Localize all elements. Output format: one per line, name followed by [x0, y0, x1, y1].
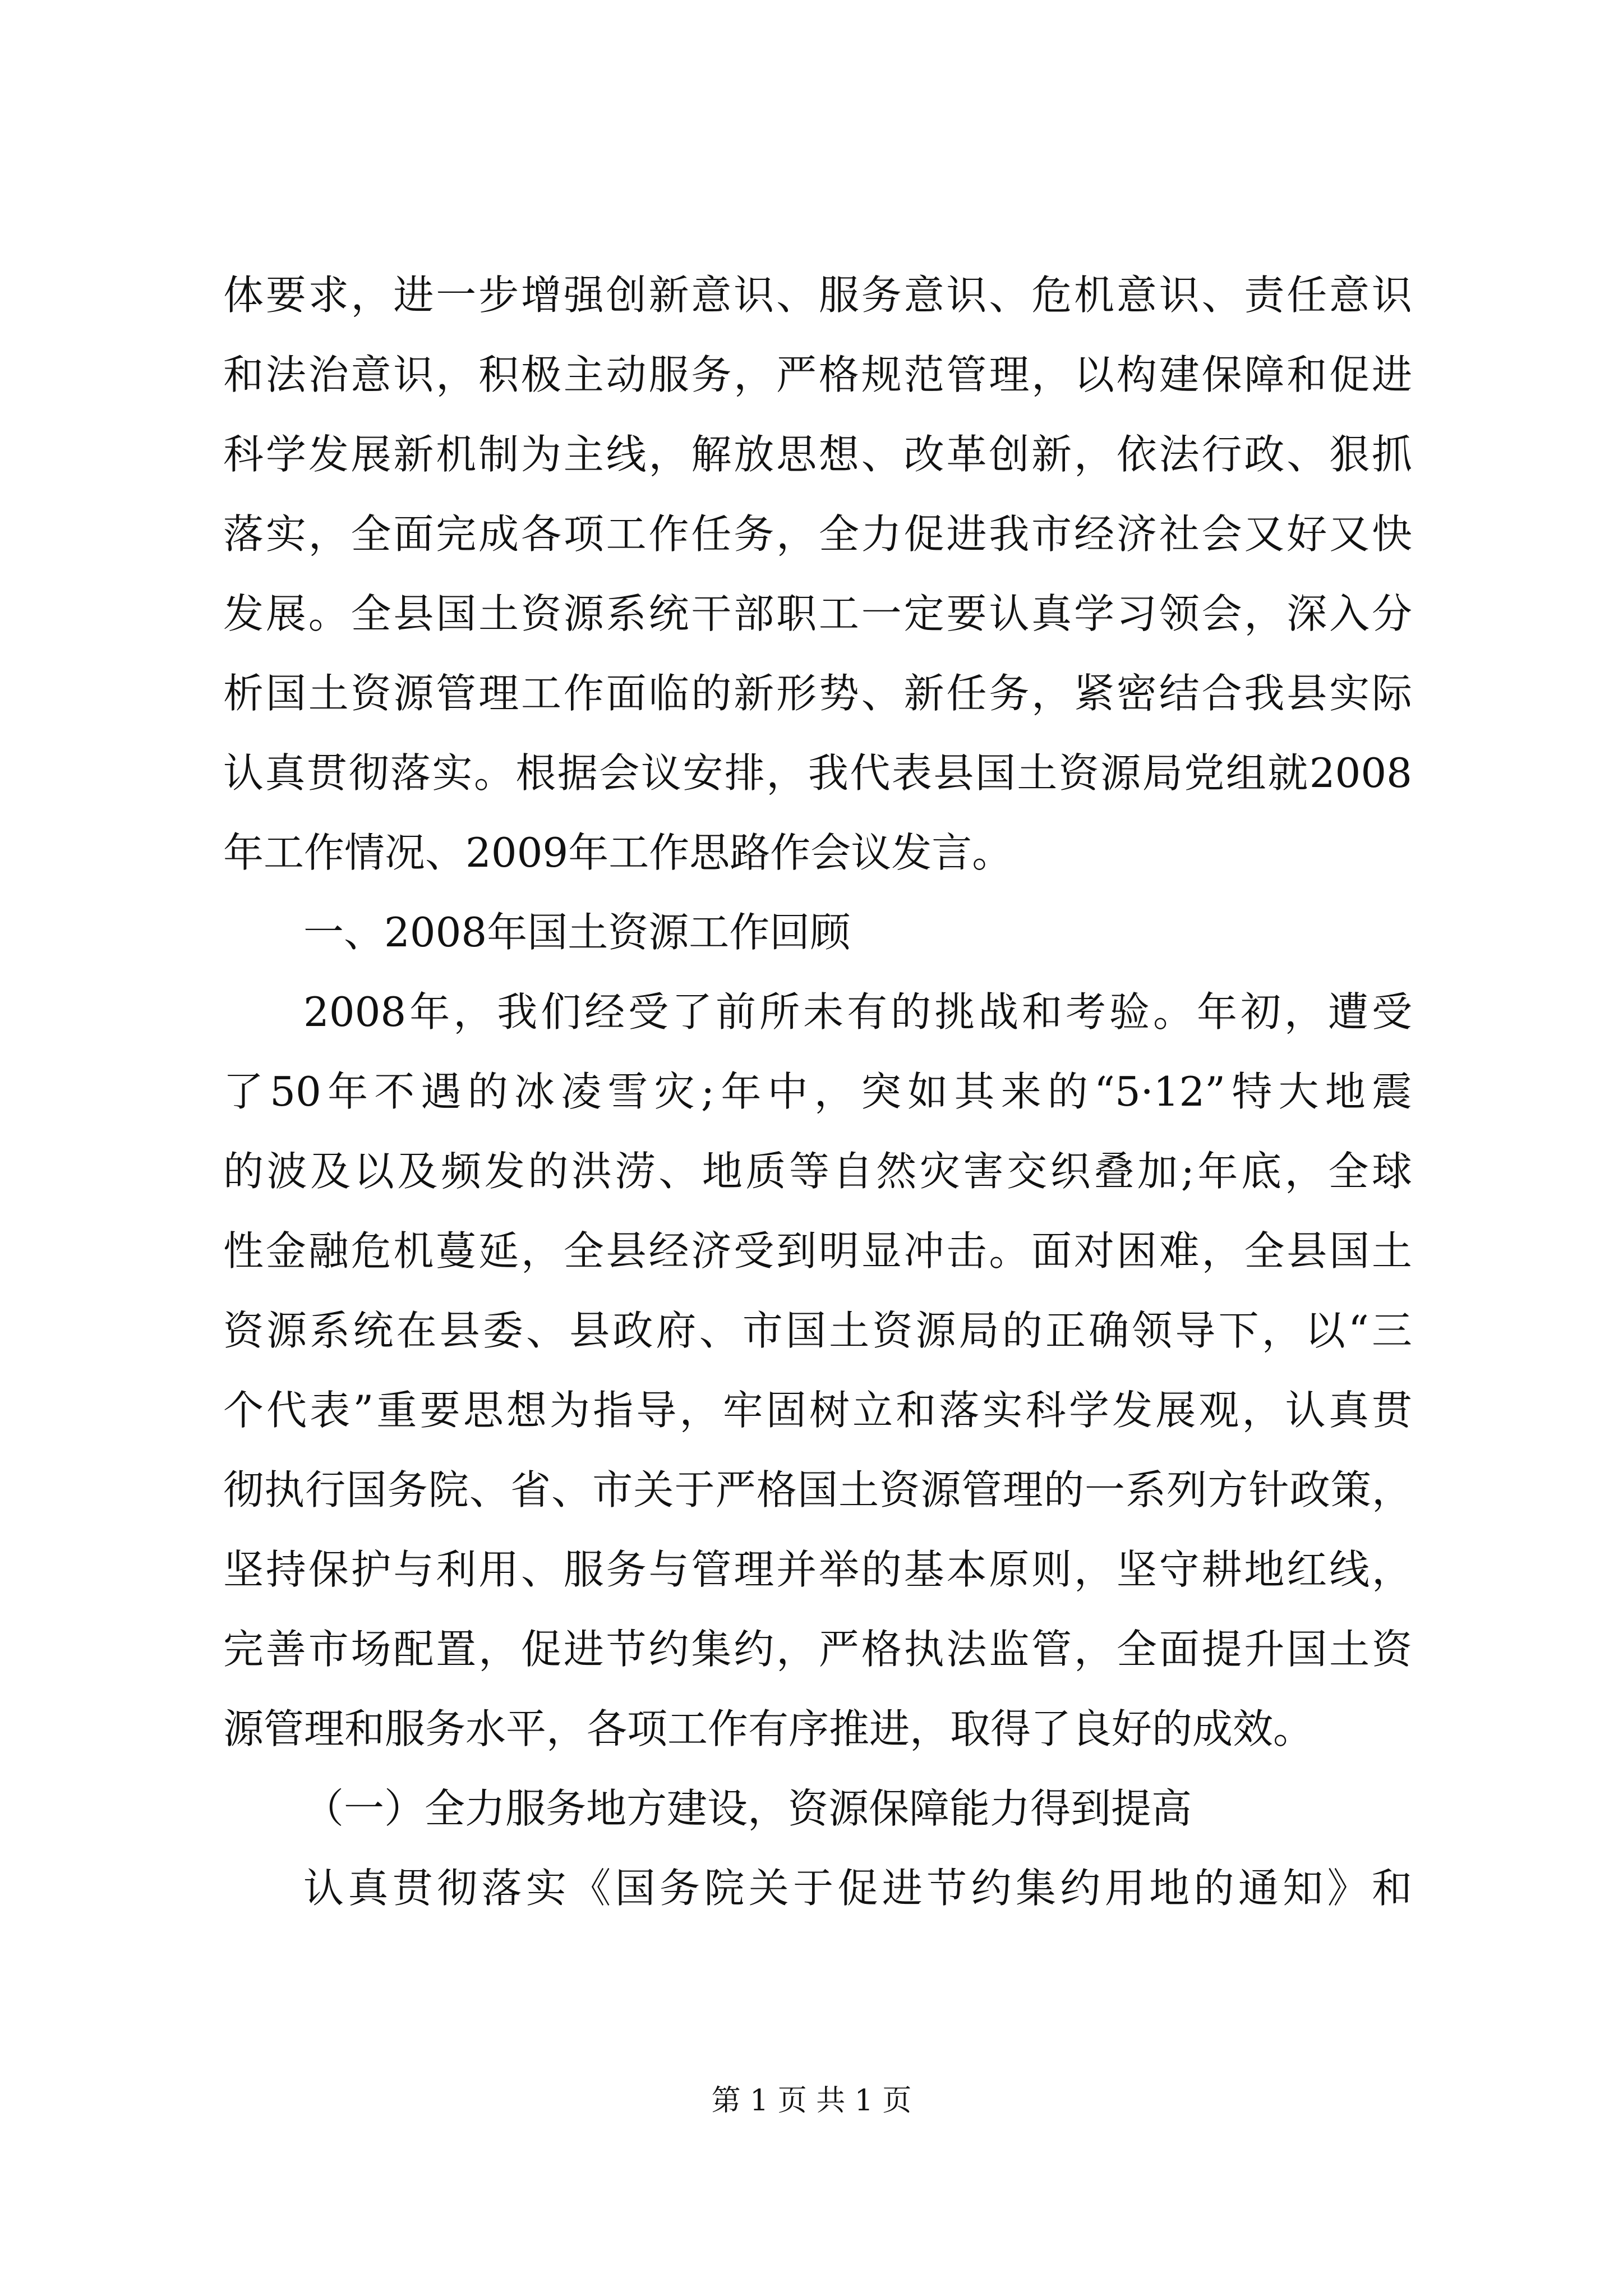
text-line: 认真贯彻落实。根据会议安排，我代表县国土资源局党组就2008 — [223, 749, 1412, 797]
section-heading: 一、2008年国土资源工作回顾 — [303, 909, 851, 956]
document-body — [223, 255, 1412, 1928]
text-line: 的波及以及频发的洪涝、地质等自然灾害交织叠加;年底，全球 — [223, 1148, 1412, 1195]
text-line: 2008年，我们经受了前所未有的挑战和考验。年初，遭受 — [303, 988, 1412, 1036]
text-line: 个代表”重要思想为指导，牢固树立和落实科学发展观，认真贯 — [223, 1387, 1412, 1434]
text-line: 年工作情况、2009年工作思路作会议发言。 — [223, 829, 1013, 876]
text-line: 了50年不遇的冰凌雪灾;年中，突如其来的“5·12”特大地震 — [223, 1068, 1412, 1115]
text-line: 体要求，进一步增强创新意识、服务意识、危机意识、责任意识 — [223, 272, 1412, 319]
subsection-heading: （一）全力服务地方建设，资源保障能力得到提高 — [303, 1785, 1192, 1832]
text-line: 源管理和服务水平，各项工作有序推进，取得了良好的成效。 — [223, 1705, 1314, 1752]
text-line: 性金融危机蔓延，全县经济受到明显冲击。面对困难，全县国土 — [223, 1227, 1412, 1274]
page-number-footer: 第 1 页 共 1 页 — [711, 2084, 912, 2118]
text-line: 彻执行国务院、省、市关于严格国土资源管理的一系列方针政策， — [223, 1466, 1412, 1513]
text-line: 完善市场配置，促进节约集约，严格执法监管，全面提升国土资 — [223, 1626, 1412, 1673]
text-line: 科学发展新机制为主线，解放思想、改革创新，依法行政、狠抓 — [223, 431, 1412, 478]
text-line: 和法治意识，积极主动服务，严格规范管理，以构建保障和促进 — [223, 351, 1412, 398]
text-line: 认真贯彻落实《国务院关于促进节约集约用地的通知》和 — [303, 1865, 1412, 1912]
text-line: 坚持保护与利用、服务与管理并举的基本原则，坚守耕地红线， — [223, 1546, 1412, 1593]
text-line: 发展。全县国土资源系统干部职工一定要认真学习领会，深入分 — [223, 590, 1412, 637]
text-line: 析国土资源管理工作面临的新形势、新任务，紧密结合我县实际 — [223, 670, 1412, 717]
text-line: 资源系统在县委、县政府、市国土资源局的正确领导下，以“三 — [223, 1307, 1412, 1354]
text-line: 落实，全面完成各项工作任务，全力促进我市经济社会又好又快 — [223, 510, 1412, 558]
